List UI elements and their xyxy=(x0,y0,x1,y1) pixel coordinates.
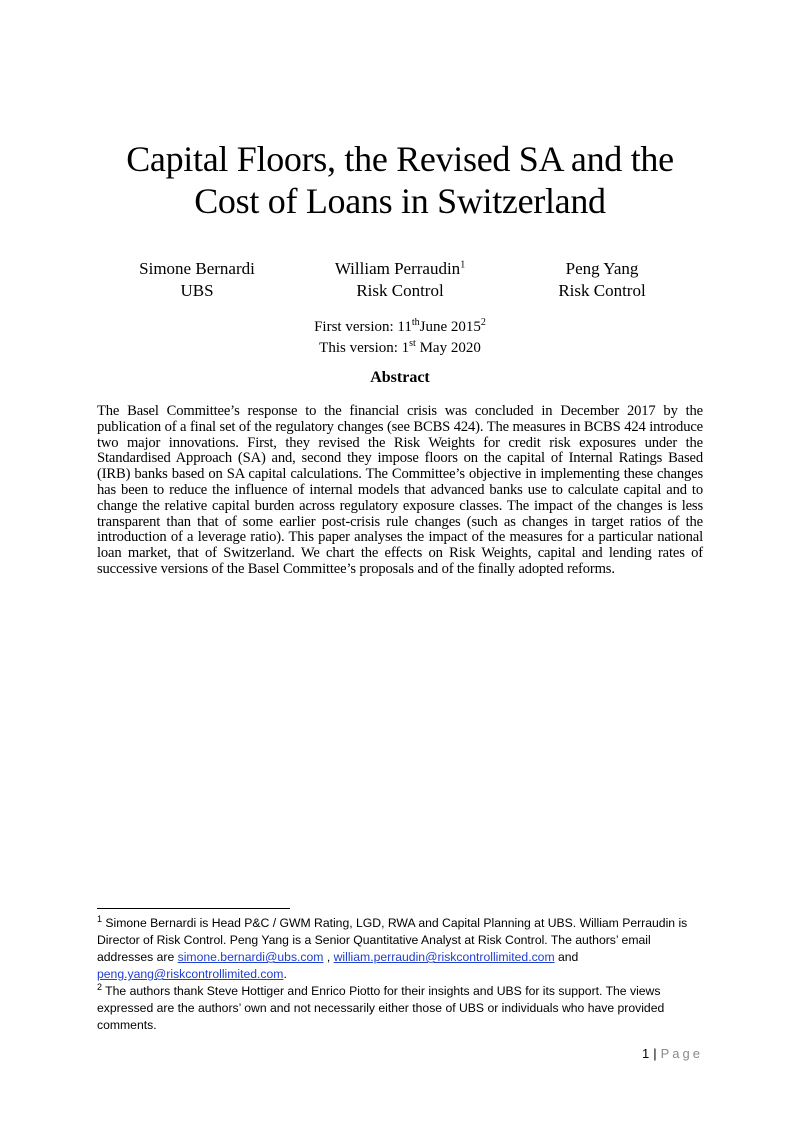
author-affiliation: UBS xyxy=(180,281,214,300)
title-line-2: Cost of Loans in Switzerland xyxy=(194,181,606,221)
author-name: Simone Bernardi xyxy=(139,259,255,278)
footnote-2: $^2$ The authors thank Steve Hottiger and Enrico Piotto for their insights and UBS for its support. The views expressed are the authors’ own and not necessarily either those of UBS or individuals who have provided comments. xyxy=(97,981,665,1032)
paper-title xyxy=(60,138,740,222)
first-version: First version: 11thJune 2015$^2$ xyxy=(314,317,486,335)
page-separator: | xyxy=(653,1046,657,1061)
author-name: William Perraudin$^1$ xyxy=(334,259,466,278)
email-link-bernardi[interactable]: simone.bernardi@ubs.com xyxy=(177,950,324,964)
author-affiliation: Risk Control xyxy=(558,281,646,300)
version-dates xyxy=(200,317,600,359)
author-block-yang xyxy=(492,258,712,302)
abstract-heading: Abstract xyxy=(370,369,430,386)
page-number xyxy=(600,1046,703,1061)
email-link-perraudin[interactable]: william.perraudin@riskcontrollimited.com xyxy=(333,950,555,964)
title-line-1: Capital Floors, the Revised SA and the xyxy=(126,139,674,179)
abstract-body: The Basel Committee’s response to the financial crisis was concluded in December 2017 by the publication of a final set of the regulatory changes (see BCBS 424). The measures in BCBS 424 introduce two major innovations. First, they revised the Risk Weights for credit risk exposures under the Standardised Approach (SA) and, second they impose floors on the capital of Internal Ratings Based (IRB) banks based on SA capital calculations. The Committee’s objective in implementing these changes has been to reduce the influence of internal models that advanced banks use to calculate capital and to change the relative capital burden across regulatory exposure classes. The impact of the changes is less transparent than that of some earlier post-crisis rule changes (such as changes in target ratios of the introduction of a leverage ratio). This paper analyses the impact of the measures for a particular national loan market, that of Switzerland. We chart the effects on Risk Weights, capital and lending rates of successive versions of the Basel Committee’s proposals and of the finally adopted reforms. xyxy=(97,403,703,577)
footnote-mark: 1 xyxy=(460,259,466,271)
author-affiliation: Risk Control xyxy=(356,281,444,300)
footnote-divider xyxy=(97,908,290,909)
author-block-perraudin xyxy=(290,258,510,302)
email-link-yang[interactable]: peng.yang@riskcontrollimited.com xyxy=(97,967,284,981)
author-block-bernardi xyxy=(87,258,307,302)
page-label: Page xyxy=(660,1046,703,1061)
footnote-mark: 2 xyxy=(97,981,103,992)
author-name: Peng Yang xyxy=(565,259,639,278)
footnote-mark: 2 xyxy=(480,317,486,328)
page-number-value: 1 xyxy=(642,1046,650,1061)
footnote-1: $^1$ Simone Bernardi is Head P&C / GWM Rating, LGD, RWA and Capital Planning at UBS. William Perraudin is Director of Risk Control. Peng Yang is a Senior Quantitative Analyst at Risk Control. The authors’ email addresses are simone.bernardi@ubs.com , william.perraudin@riskcontrollimited.com and peng.yang@riskcontrollimited.com. xyxy=(97,913,688,981)
footnote-mark: 1 xyxy=(97,913,103,924)
this-version: This version: 1st May 2020 xyxy=(319,338,481,356)
